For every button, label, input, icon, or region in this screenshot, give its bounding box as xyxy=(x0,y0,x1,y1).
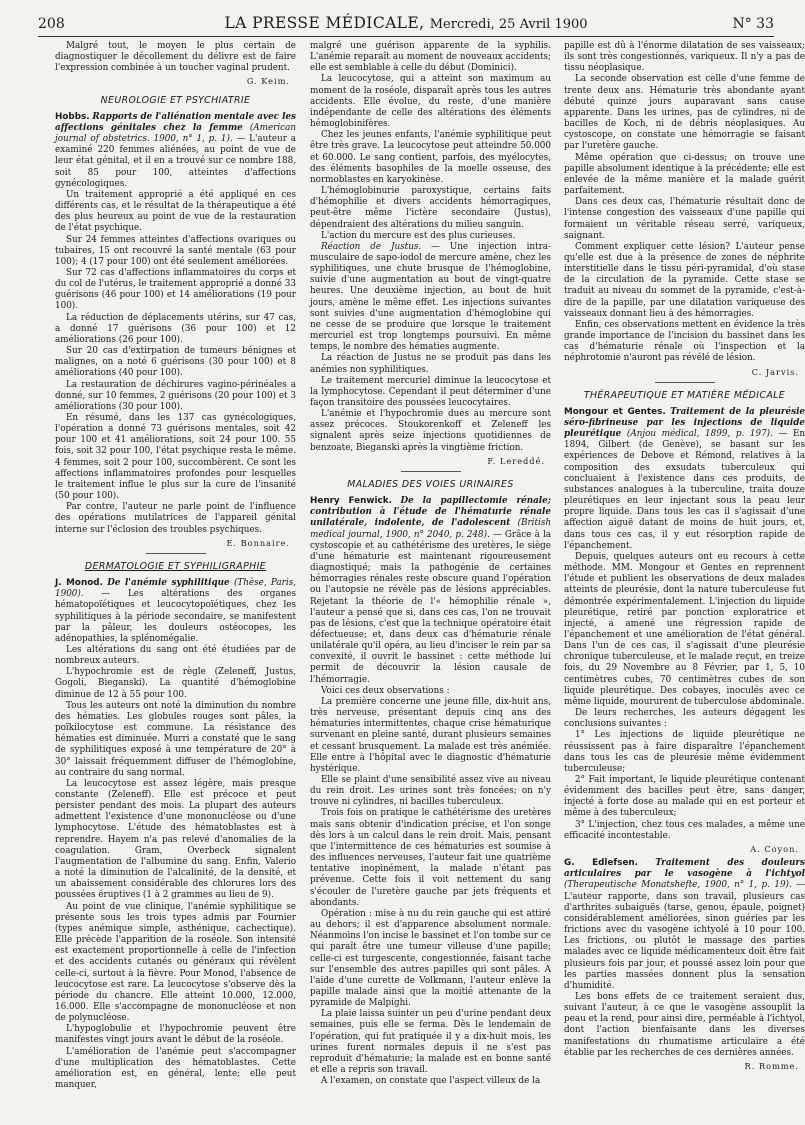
section-heading-voies-urinaires: MALADIES DES VOIES URINAIRES xyxy=(347,478,514,490)
page-header xyxy=(38,14,774,37)
entry-title: Rapports de l'aliénation mentale avec les affections génitales chez la femme xyxy=(55,111,296,133)
paragraph: L'hémoglobinurie paroxystique, certains faits d'hémophilie et divers accidents hémorragiques, peut-être même l'ictère secondaire (Justus), dépendraient des altérations du milieu sanguin. xyxy=(310,186,551,230)
paragraph: Les bons effets de ce traitement seraient dus, suivant l'auteur, à ce que le vasogène assouplit la peau et la rend, pour ainsi dire, perméable à l'ichtyol, dont l'action bienfaisante dans les diverses manifestations du rhumatisme articulaire a été établie par les recherches de ces dernières années. xyxy=(564,991,805,1058)
column-2 xyxy=(310,41,551,1121)
divider xyxy=(146,553,206,554)
paragraph: La seconde observation est celle d'une femme de trente deux ans. Hématurie très abondante ayant débuté quinze jours auparavant sans cause apparente. Dans les urines, pas de cylindres, ni de bacilles de Koch, ni de débris néoplasiques. Au cystoscope, on constate une hémorragie se faisant par l'uretère gauche. xyxy=(564,74,805,152)
paragraph: Le traitement mercuriel diminue la leucocytose et la lymphocytose. Cependant il peut déterminer d'une façon transitoire des poussées leucocytaires. xyxy=(310,375,551,408)
entry-author: J. Monod. xyxy=(55,578,103,589)
issue-date: Mercredi, 25 Avril 1900 xyxy=(429,17,588,32)
paragraph: La restauration de déchirures vagino-périnéales a donné, sur 10 femmes, 2 guérisons (20 pour 100) et 3 améliorations (30 pour 100). xyxy=(55,379,296,412)
paragraph: Chez les jeunes enfants, l'anémie syphilitique peut être très grave. La leucocytose peut atteindre 50.000 et 60.000. Le sang contient, parfois, des myélocytes, des éléments basophiles de la moelle osseuse, des normoblastes en karyokinèse. xyxy=(310,130,551,185)
paragraph: Tous les auteurs ont noté la diminution du nombre des hématies. Les globules rouges sont pâles, la poïkilocytose est commune. La résistance des hématies est diminuée. Murri a constaté que le sang de syphilitiques exposé à une température de 20° à 30° laissait fréquemment diffuser de l'hémoglobine, au contraire du sang normal. xyxy=(55,700,296,778)
signature: A. Coyon. xyxy=(750,843,799,854)
paragraph-justus xyxy=(310,242,551,354)
paragraph: Au point de vue clinique, l'anémie syphilitique se présente sous les trois types admis par Fournier (types anémique simple, asthénique, cachectique). Elle précède l'apparition de la roséole. Son intensité est exactement proportionnelle à celle de l'infection et des accidents cutanés ou généraux qui révèlent celle-ci, surtout à la fièvre. Pour Monod, l'absence de leucocytose est rare. La leucocytose s'observe dès la période du chancre. Elle atteint 10.000, 12.000, 16.000. Elle s'accompagne de mononucléose et non de polynucléose. xyxy=(55,901,296,1024)
paragraph: L'action du mercure est des plus curieuses. xyxy=(321,230,516,241)
paragraph: Par contre, l'auteur ne parle point de l'influence des opérations mutilatrices de l'appareil génital interne sur l'éclosion des troubles psychiques. xyxy=(55,502,296,535)
signature: R. Romme. xyxy=(744,1060,799,1071)
entry-title: De l'anémie syphilitique xyxy=(107,578,230,589)
review-entry-monod xyxy=(55,578,296,645)
paragraph: malgré une guérison apparente de la syphilis. L'anémie reparaît au moment de nouveaux accidents; elle est semblable à celle du début (Dominici). xyxy=(310,41,551,74)
column-3 xyxy=(564,41,805,1121)
review-entry-edlefsen xyxy=(564,858,805,992)
paragraph: L'anémie et l'hypochromie dues au mercure sont assez précoces. Stoukorenkoff et Zeleneff les signalent après seize injections quotidiennes de benzoate, Bieganski après la vingtième friction. xyxy=(310,409,551,453)
paragraph: Elle se plaint d'une sensibilité assez vive au niveau du rein droit. Les urines sont très foncées; on n'y trouve ni cylindres, ni bacilles tuberculeux. xyxy=(310,775,551,808)
paragraph: Sur 20 cas d'extirpation de tumeurs bénignes et malignes, on a noté 6 guérisons (30 pour 100) et 8 améliorations (40 pour 100). xyxy=(55,346,296,379)
entry-title: De la papillectomie rénale; contribution à l'étude de l'hématurie rénale unilatérale, indolente, de l'adolescent xyxy=(310,496,551,529)
column-1 xyxy=(55,41,296,1121)
paragraph: La réaction de Justus ne se produit pas dans les anémies non syphilitiques. xyxy=(310,353,551,375)
entry-author: Henry Fenwick. xyxy=(310,496,392,507)
divider xyxy=(655,382,715,383)
signature: C. Jarvis. xyxy=(751,366,799,377)
paragraph: De leurs recherches, les auteurs dégagent les conclusions suivantes : xyxy=(564,708,805,730)
paragraph: Enfin, ces observations mettent en évidence la très grande importance de l'incision du bassinet dans les cas d'hématurie rénale où l'inspection et la néphrotomie n'auront pas révélé de lésion. xyxy=(564,319,805,364)
entry-author: G. Edlefsen. xyxy=(564,858,639,869)
review-entry-mongour xyxy=(564,407,805,552)
paragraph: Voici ces deux observations : xyxy=(321,685,450,696)
divider xyxy=(401,471,461,472)
paragraph: Sur 72 cas d'affections inflammatoires du corps et du col de l'utérus, le traitement approprié a donné 33 guérisons (46 pour 100) et 14 améliorations (19 pour 100). xyxy=(55,267,296,312)
paragraph: Opération : mise à nu du rein gauche qui est attiré au dehors; il est d'apparence absolument normale. Néanmoins l'on incise le bassinet et l'on tombe sur ce qui paraît être une tumeur villeuse d'une papille; celle-ci est turgescente, congestionnée, faisant tache sur l'ensemble des autres papilles qui sont pâles. A l'aide d'une curette de Volkmann, l'auteur enlève la papille malade ainsi que la moitié attenante de la pyramide de Malpighi. xyxy=(310,908,551,1009)
paragraph: La plaie laissa suinter un peu d'urine pendant deux semaines, puis elle se ferma. Dès le lendemain de l'opération, qui fut pratiquée il y a dix-huit mois, les urines furent normales depuis il ne s'est pas reproduit d'hématurie; la malade est en bonne santé et elle a repris son travail. xyxy=(310,1009,551,1076)
entry-text: — En 1894, Gilbert (de Genève), se basant sur les expériences de Debove et Rémond, relatives à la composition des exsudats tuberculeux qui concluaient à l'existence dans ces produits, de substances analogues à la tuberculine, traita douze pleurétiques en leur injectant sous la peau leur propre liquide. Dans tous les cas il s'agissait d'une affection aiguë datant de moins de huit jours, et, dans tous ces cas, il y eut résorption rapide de l'épanchement. xyxy=(564,429,805,551)
signature: F. Lereddé. xyxy=(487,455,545,466)
issue-number: N° 33 xyxy=(732,16,774,32)
entry-text: — Grâce à la cystoscopie et au cathétérisme des uretères, le siège d'une hématurie est maintenant rigoureusement diagnostiqué; mais la pathogénie de certaines hémorragies rénales reste obscure quand l'opération ou l'autopsie ne révèle pas de lésions appréciables. Rejetant la théorie de l'« hémophilie rénale », l'auteur a pensé que si, dans ces cas, l'on ne trouvait pas de lésions, c'est que la technique opératoire était défectueuse; et, dans deux cas d'hématurie rénale unilatérale qu'il opéra, au lieu d'inciser le rein par sa convexité, il ouvrit le bassinet : cette méthode lui permit de découvrir la lésion causale de l'hémorragie. xyxy=(310,529,551,685)
paragraph: L'hypoglobulie et l'hypochromie peuvent être manifestes vingt jours avant le début de la roséole. xyxy=(55,1024,296,1046)
paragraph: 2° Fait important, le liquide pleurétique contenant évidemment des bacilles peut être, sans danger, injecté à forte dose au malade qui en est porteur et même à des tuberculeux; xyxy=(564,775,805,819)
paragraph: Dans ces deux cas, l'hématurie résultait donc de l'intense congestion des vaisseaux d'une papille qui formaient un véritable réseau serré, variqueux, saignant. xyxy=(564,197,805,241)
entry-reference: (American journal of obstetrics. 1900, n° 1, p. 1). xyxy=(55,122,297,145)
paragraph: papille est dû à l'énorme dilatation de ses vaisseaux; ils sont très congestionnés, variqueux. Il n'y a pas de tissu néoplasique. xyxy=(564,41,805,74)
entry-title: Traitement de la pleurésie séro-fibrineuse par les injections de liquide pleurétique xyxy=(564,406,805,440)
entry-reference: (Thèse, Paris, 1900). xyxy=(55,578,296,600)
section-heading-neurologie: NEUROLOGIE ET PSYCHIATRIE xyxy=(100,94,251,106)
paragraph: Comment expliquer cette lésion? L'auteur pense qu'elle est due à la présence de zones de néphrite interstitielle dans le tissu péri-pyramidal, d'où stase de la circulation de la pyramide. Cette stase se traduit au niveau du sommet de la pyramide, c'est-à-dire de la papille, par une dilatation variqueuse des vaisseaux donnant lieu à des hémorragies. xyxy=(564,241,805,319)
paragraph: 3° L'injection, chez tous ces malades, a même une efficacité incontestable. xyxy=(564,819,805,841)
entry-author: Hobbs. xyxy=(55,111,90,122)
paragraph: La leucocytose, qui a atteint son maximum au moment de la roséole, disparaît après tous les autres accidents. Elle évolue, du reste, d'une manière indépendante de celle des altérations des éléments hémoglobinifères. xyxy=(310,74,551,130)
paragraph: Malgré tout, le moyen le plus certain de diagnostiquer le décollement du délivre est de faire l'expression combinée à un toucher vaginal prudent. xyxy=(55,41,296,74)
review-entry-hobbs xyxy=(55,112,296,190)
page-number: 208 xyxy=(38,16,65,32)
journal-name: LA PRESSE MÉDICALE, xyxy=(224,14,425,32)
entry-author: Mongour et Gentes. xyxy=(564,406,666,417)
review-entry-fenwick xyxy=(310,496,551,686)
paragraph: Depuis, quelques auteurs ont eu recours à cette méthode. MM. Mongour et Gentes en reprennent l'étude et publient les observations de deux malades atteints de pleurésie, dont la nature tuberculeuse fut démontrée expérimentalement. L'injection du liquide pleurétique, retiré par ponction exploratrice et injecté, a amené une régression rapide de l'épanchement et une amélioration de l'état général. Dans l'un de ces cas, il s'agissait d'une pleurésie chronique tuberculeuse, et le malade reçut, en treize fois, du 29 Novembre au 8 Février, par 1, 5, 10 centimètres cubes, 70 centimètres cubes de son liquide pleurétique. Des cobayes, inoculés avec ce même liquide, moururent de tuberculose abdominale. xyxy=(564,551,805,707)
entry-reference: (Anjou médical, 1899, p. 197). xyxy=(626,429,773,440)
entry-text: — L'auteur rapporte, dans son travail, plusieurs cas d'arthrites subaiguës (tarse, genou, épaule, poignet) considérablement améliorées, sinon guéries par les frictions avec du vasogène ichtyolé à 10 pour 100. Les frictions, ou plutôt le massage des parties malades avec ce liquide médicamenteux doit être fait plusieurs fois par jour, et poussé assez loin pour que les parties massées donnent plus la sensation d'humidité. xyxy=(564,880,805,991)
paragraph-text: — Une injection intra-musculaire de sapo-iodol de mercure amène, chez les syphilitiques, une chute brusque de l'hémoglobine, suivie d'une augmentation au bout de vingt-quatre heures. Une deuxième injection, au bout de huit jours, amène le même effet. Les injections suivantes sont suivies d'une augmentation d'hémoglobine qui ne cesse de se produire que lorsque le traitement mercuriel est trop longtemps poursuivi. En même temps, le nombre des hématies augmente. xyxy=(310,241,552,353)
entry-text: — L'auteur a examiné 220 femmes aliénées, au point de vue de leur état génital, et il en a trouvé sur ce nombre 188, soit 85 pour 100, atteintes d'affections gynécologiques. xyxy=(55,134,296,189)
running-title xyxy=(38,14,774,32)
entry-reference: (Therapeutische Monatshefte, 1900, n° 1, p. 19). xyxy=(564,880,792,891)
inline-subheading: Réaction de Justus. xyxy=(321,241,422,252)
paragraph: L'hypochromie est de règle (Zeleneff, Justus, Gogoli, Bieganski). La quantité d'hémoglobine diminue de 12 à 55 pour 100. xyxy=(55,667,296,700)
paragraph: L'amélioration de l'anémie peut s'accompagner d'une multiplication des hématoblastes. Cette amélioration est, en général, lente; elle peut manquer, xyxy=(55,1046,296,1091)
paragraph: Un traitement approprié a été appliqué en ces différents cas, et le résultat de la thérapeutique a été des plus heureux au point de vue de la restauration de l'état psychique. xyxy=(55,189,296,234)
paragraph: A l'examen, on constate que l'aspect villeux de la xyxy=(321,1076,541,1087)
paragraph: Les altérations du sang ont été étudiées par de nombreux auteurs. xyxy=(55,644,296,667)
paragraph: La leucocytose est assez légère, mais presque constante (Zeleneff). Elle est précoce et peut persister pendant des mois. La plupart des auteurs admettent l'existence d'une mononucléose ou d'une lymphocytose. L'étude des hématoblastes est à reprendre. Hayem n'a pas relevé d'anomalies de la coagulation. Gram, Overbeck signalent l'augmentation de l'albumine du sang. Enfin, Valerio a noté la diminution de l'alcalinité, de la densité, et un abaissement considérable des chlorures lors des poussées éruptives (1 à 2 grammes au lieu de 9). xyxy=(55,778,296,901)
entry-title: Traitement des douleurs articulaires par le vasogène à l'ichtyol xyxy=(564,858,805,880)
signature: G. Keim. xyxy=(246,76,290,87)
paragraph: En résumé, dans les 137 cas gynécologiques, l'opération a donné 73 guérisons mentales, soit 42 pour 100 et 41 améliorations, soit 24 pour 100. 55 fois, soit 32 pour 100, l'état psychique resta le même. 4 femmes, soit 2 pour 100, succombèrent. Ce sont les affections inflammatoires profondes pour lesquelles le traitement influe le plus sur la cure de l'insanité (50 pour 100). xyxy=(55,413,296,502)
paragraph: Trois fois on pratique le cathétérisme des uretères mais sans obtenir d'indication précise, et l'on songe dès lors à un calcul dans le rein droit. Mais, pensant que l'intermittence de ces hématuries est soumise à des influences nerveuses, l'auteur fait une quatrième tentative inopinément, la malade n'étant pas prévenue. Cette fois il voit nettement du sang s'écouler de l'uretère gauche par jets fréquents et abondants. xyxy=(310,808,551,908)
entry-text: — Les altérations des organes hématopoïétiques et leucocytopoïétiques, chez les syphilitiques à la période secondaire, se manifestent par la pâleur, les douleurs ostéocopes, les adénopathies, la splénomégalie. xyxy=(55,589,296,644)
paragraph: 1° Les injections de liquide pleurétique ne réussissent pas à faire disparaître l'épanchement dans tous les cas de pleurésie même évidemment tuberculeuse; xyxy=(564,730,805,774)
paragraph: Même opération que ci-dessus; on trouve une papille absolument identique à la précédente; elle est enlevée de la même manière et la malade guérit parfaitement. xyxy=(564,152,805,197)
entry-reference: (British medical journal, 1900, n° 2040, p. 248). xyxy=(310,518,552,540)
section-heading-dermatologie: DERMATOLOGIE ET SYPHILIGRAPHIE xyxy=(84,560,267,572)
paragraph: La réduction de déplacements utérins, sur 47 cas, a donné 17 guérisons (36 pour 100) et 12 améliorations (26 pour 100). xyxy=(55,312,296,345)
paragraph: Sur 24 femmes atteintes d'affections ovariques ou tubaires, 15 ont recouvré la santé mentale (63 pour 100); 4 (17 pour 100) ont été seulement améliorées. xyxy=(55,234,296,267)
section-heading-therapeutique: THÉRAPEUTIQUE ET MATIÈRE MÉDICALE xyxy=(583,389,786,401)
paragraph: La première concerne une jeune fille, dix-huit ans, très nerveuse, présentant depuis cinq ans des hématuries intermittentes, chaque crise hématurique survenant en pleine santé, durant plusieurs semaines et cessant brusquement. La malade est très anémiée. Elle entre à l'hôpital avec le diagnostic d'hématurie hystérique. xyxy=(310,696,551,774)
signature: E. Bonnaire. xyxy=(226,537,290,548)
